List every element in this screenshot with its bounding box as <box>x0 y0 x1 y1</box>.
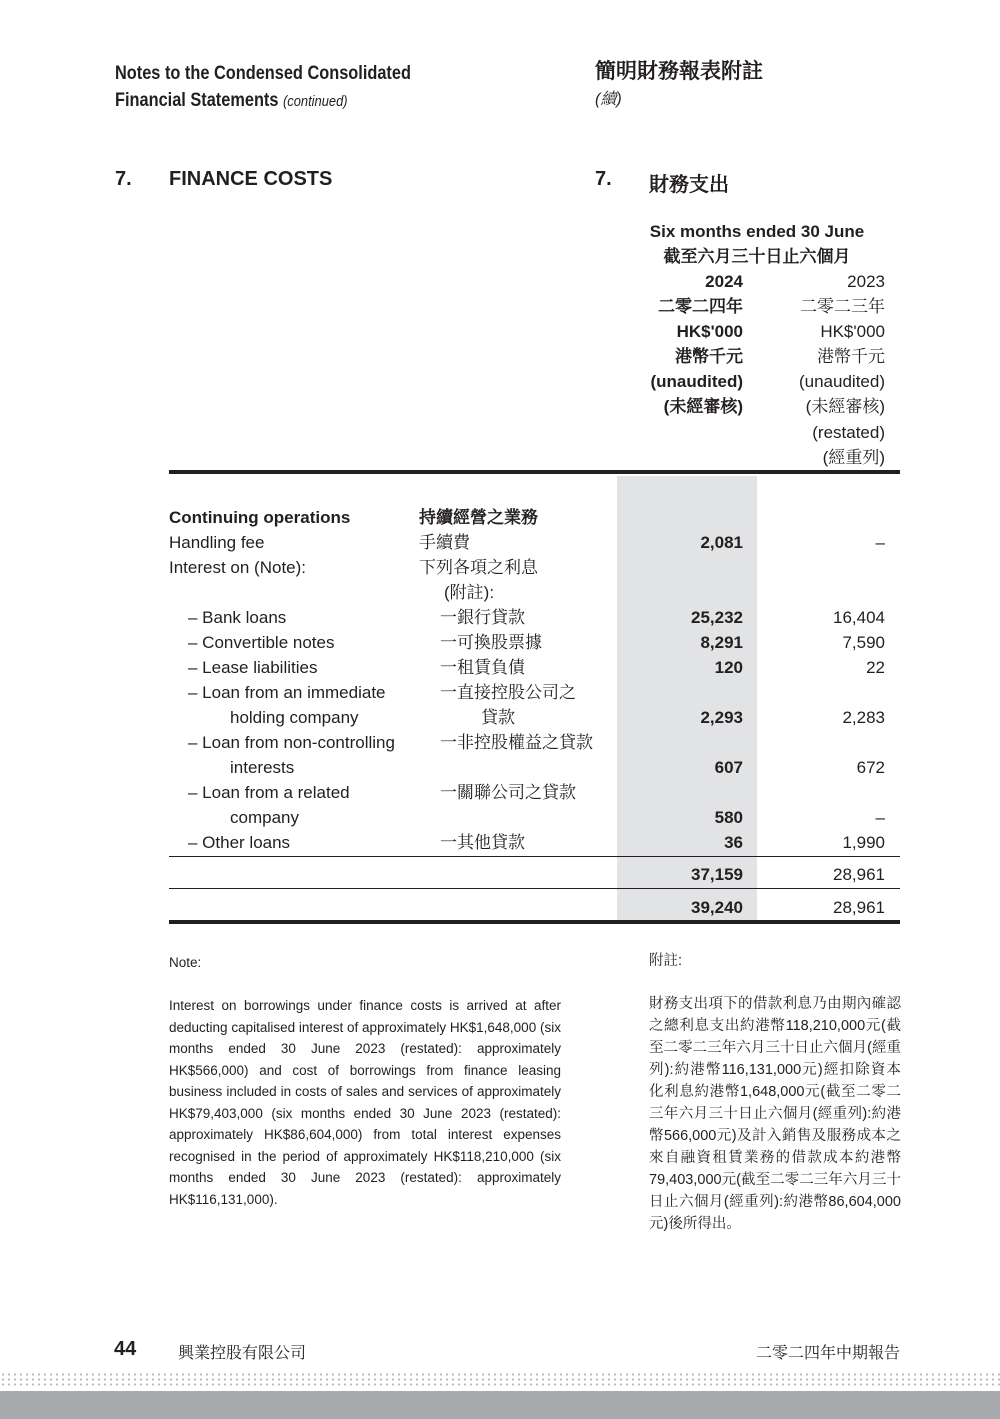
non-controlling-label-en-cont: interests <box>230 758 295 777</box>
non-controlling-2023: 672 <box>856 758 885 777</box>
immediate-holding-label-en-cont: holding company <box>230 708 359 727</box>
immediate-holding-label-en: – Loan from an immediate <box>188 683 386 702</box>
col-2023-currency: HK$'000 <box>820 322 885 341</box>
col-2024-currency: HK$'000 <box>676 322 743 341</box>
note-label-en: Note: <box>169 955 202 970</box>
handling-fee-2024: 2,081 <box>700 533 743 552</box>
col-2023-audit: (unaudited) <box>798 372 885 391</box>
immediate-holding-2023: 2,283 <box>842 708 885 727</box>
bank-loans-2023: 16,404 <box>833 608 885 627</box>
other-loans-2023: 1,990 <box>842 833 885 852</box>
subtotal-rule <box>169 856 900 857</box>
table-row <box>0 530 1000 555</box>
related-company-2023: – <box>875 808 885 827</box>
bank-loans-label-zh: 一銀行貸款 <box>440 608 525 627</box>
footer-company-name: 興業控股有限公司 <box>178 1345 307 1362</box>
table-row <box>0 705 1000 730</box>
header-title-en-line2: Financial Statements <box>115 90 279 111</box>
header-title-zh-text: 簡明財務報表附註 <box>595 60 763 83</box>
other-loans-label-zh: 一其他貸款 <box>440 833 525 852</box>
footer-report-title: 二零二四年中期報告 <box>755 1345 900 1362</box>
non-controlling-label-zh: 一非控股權益之貸款 <box>440 733 593 752</box>
page-number: 44 <box>114 1338 137 1360</box>
col-2023-restated: (restated) <box>812 423 885 442</box>
footer-bar <box>0 1391 1000 1419</box>
col-2023-year: 2023 <box>847 272 885 291</box>
table-row <box>0 830 1000 855</box>
non-controlling-label-en: – Loan from non-controlling <box>188 733 395 752</box>
lease-liabilities-2023: 22 <box>866 658 885 677</box>
total-2024: 39,240 <box>691 898 743 917</box>
lease-liabilities-2024: 120 <box>714 658 743 677</box>
related-company-2024: 580 <box>714 808 743 827</box>
note-label-zh: 附註: <box>649 953 683 969</box>
section-number-en: 7. <box>115 168 132 190</box>
lease-liabilities-label-en: – Lease liabilities <box>188 658 318 677</box>
continuing-operations-label-en: Continuing operations <box>169 508 351 527</box>
handling-fee-label-zh: 手續費 <box>419 533 470 552</box>
immediate-holding-label-zh: 一直接控股公司之 <box>440 683 576 702</box>
table-row <box>0 755 1000 780</box>
convertible-notes-label-zh: 一可換股票據 <box>440 633 542 652</box>
table-row <box>0 805 1000 830</box>
related-company-label-en-cont: company <box>230 808 299 827</box>
header-title-en <box>115 60 411 115</box>
table-row <box>0 580 1000 605</box>
period-heading-en: Six months ended 30 June <box>649 222 865 241</box>
convertible-notes-2024: 8,291 <box>700 633 743 652</box>
table-row-total <box>0 895 1000 920</box>
table-row <box>0 605 1000 630</box>
other-loans-label-en: – Other loans <box>188 833 291 852</box>
non-controlling-2024: 607 <box>714 758 743 777</box>
subtotal-2024: 37,159 <box>691 865 743 884</box>
col-2024-currency-zh: 港幣千元 <box>675 347 743 366</box>
convertible-notes-2023: 7,590 <box>842 633 885 652</box>
col-2024-year-zh: 二零二四年 <box>658 297 743 316</box>
footer-dot-pattern <box>0 1372 1000 1388</box>
lease-liabilities-label-zh: 一租賃負債 <box>440 658 525 677</box>
col-2023-currency-zh: 港幣千元 <box>817 347 885 366</box>
table-row <box>0 555 1000 580</box>
continuing-operations-label-zh: 持續經營之業務 <box>419 508 538 527</box>
header-title-en-line2-wrap <box>115 87 411 115</box>
header-title-en-line1: Notes to the Condensed Consolidated <box>115 63 411 84</box>
col-2024-audit: (unaudited) <box>650 372 743 391</box>
interest-on-label-zh: 下列各項之利息 <box>419 558 538 577</box>
convertible-notes-label-en: – Convertible notes <box>188 633 335 652</box>
header-continued-zh: (續) <box>595 91 622 108</box>
table-bottom-rule <box>169 920 900 924</box>
table-row <box>0 505 1000 530</box>
note-text-en: Interest on borrowings under finance costs is arrived at after deducting capitalised interest of approximately HK$1,648,000 (six months ended 30 June 2023 (restated): approximately HK$566,000) and cost of borrowings from finance leasing business included in costs of sales and services of approximately HK$79,403,000 (six months ended 30 June 2023 (restated): approximately HK$86,604,000) from total interest expenses recognised in the period of approximately HK$118,210,000 (six months ended 30 June 2023 (restated): approximately HK$116,131,000). <box>169 998 561 1207</box>
handling-fee-2023: – <box>875 533 885 552</box>
table-row <box>0 630 1000 655</box>
interest-on-note-zh: (附註): <box>444 583 495 602</box>
col-2024-year: 2024 <box>705 272 743 291</box>
total-2023: 28,961 <box>833 898 885 917</box>
col-2023-restated-zh: (經重列) <box>822 448 885 467</box>
table-row <box>0 730 1000 755</box>
note-text-zh: 財務支出項下的借款利息乃由期內確認之總利息支出約港幣118,210,000元(截至二零二三年六月三十日止六個月(經重列):約港幣116,131,000元)經扣除資本化利息約港幣1,648,000元(截至二零二三年六月三十日止六個月(經重列):約港幣566,000元)及計入銷售及服務成本之來自融資租賃業務的借款成本約港幣79,403,000元(截至二零二三年六月三十日止六個月(經重列):約港幣86,604,000元)後所得出。 <box>649 996 901 1232</box>
col-2024-audit-zh: (未經審核) <box>663 397 743 416</box>
interest-on-label-en: Interest on (Note): <box>169 558 307 577</box>
header-continued-en: (continued) <box>282 93 348 110</box>
bank-loans-2024: 25,232 <box>691 608 743 627</box>
handling-fee-label-en: Handling fee <box>169 533 265 552</box>
section-title-zh: 財務支出 <box>649 174 729 196</box>
total-rule <box>169 888 900 889</box>
col-2023-year-zh: 二零二三年 <box>800 297 885 316</box>
related-company-label-en: – Loan from a related <box>188 783 350 802</box>
other-loans-2024: 36 <box>724 833 743 852</box>
related-company-label-zh: 一關聯公司之貸款 <box>440 783 576 802</box>
table-row <box>0 655 1000 680</box>
period-heading-zh: 截至六月三十日止六個月 <box>663 247 851 266</box>
table-row <box>0 680 1000 705</box>
header-title-zh <box>595 58 763 114</box>
section-title-en: FINANCE COSTS <box>169 168 333 190</box>
immediate-holding-label-zh-cont: 貸款 <box>481 708 515 727</box>
subtotal-2023: 28,961 <box>833 865 885 884</box>
bank-loans-label-en: – Bank loans <box>188 608 287 627</box>
col-2023-audit-zh: (未經審核) <box>805 397 885 416</box>
section-number-zh: 7. <box>595 168 612 190</box>
table-row <box>0 780 1000 805</box>
table-top-rule <box>169 470 900 474</box>
immediate-holding-2024: 2,293 <box>700 708 743 727</box>
table-row-subtotal <box>0 862 1000 887</box>
